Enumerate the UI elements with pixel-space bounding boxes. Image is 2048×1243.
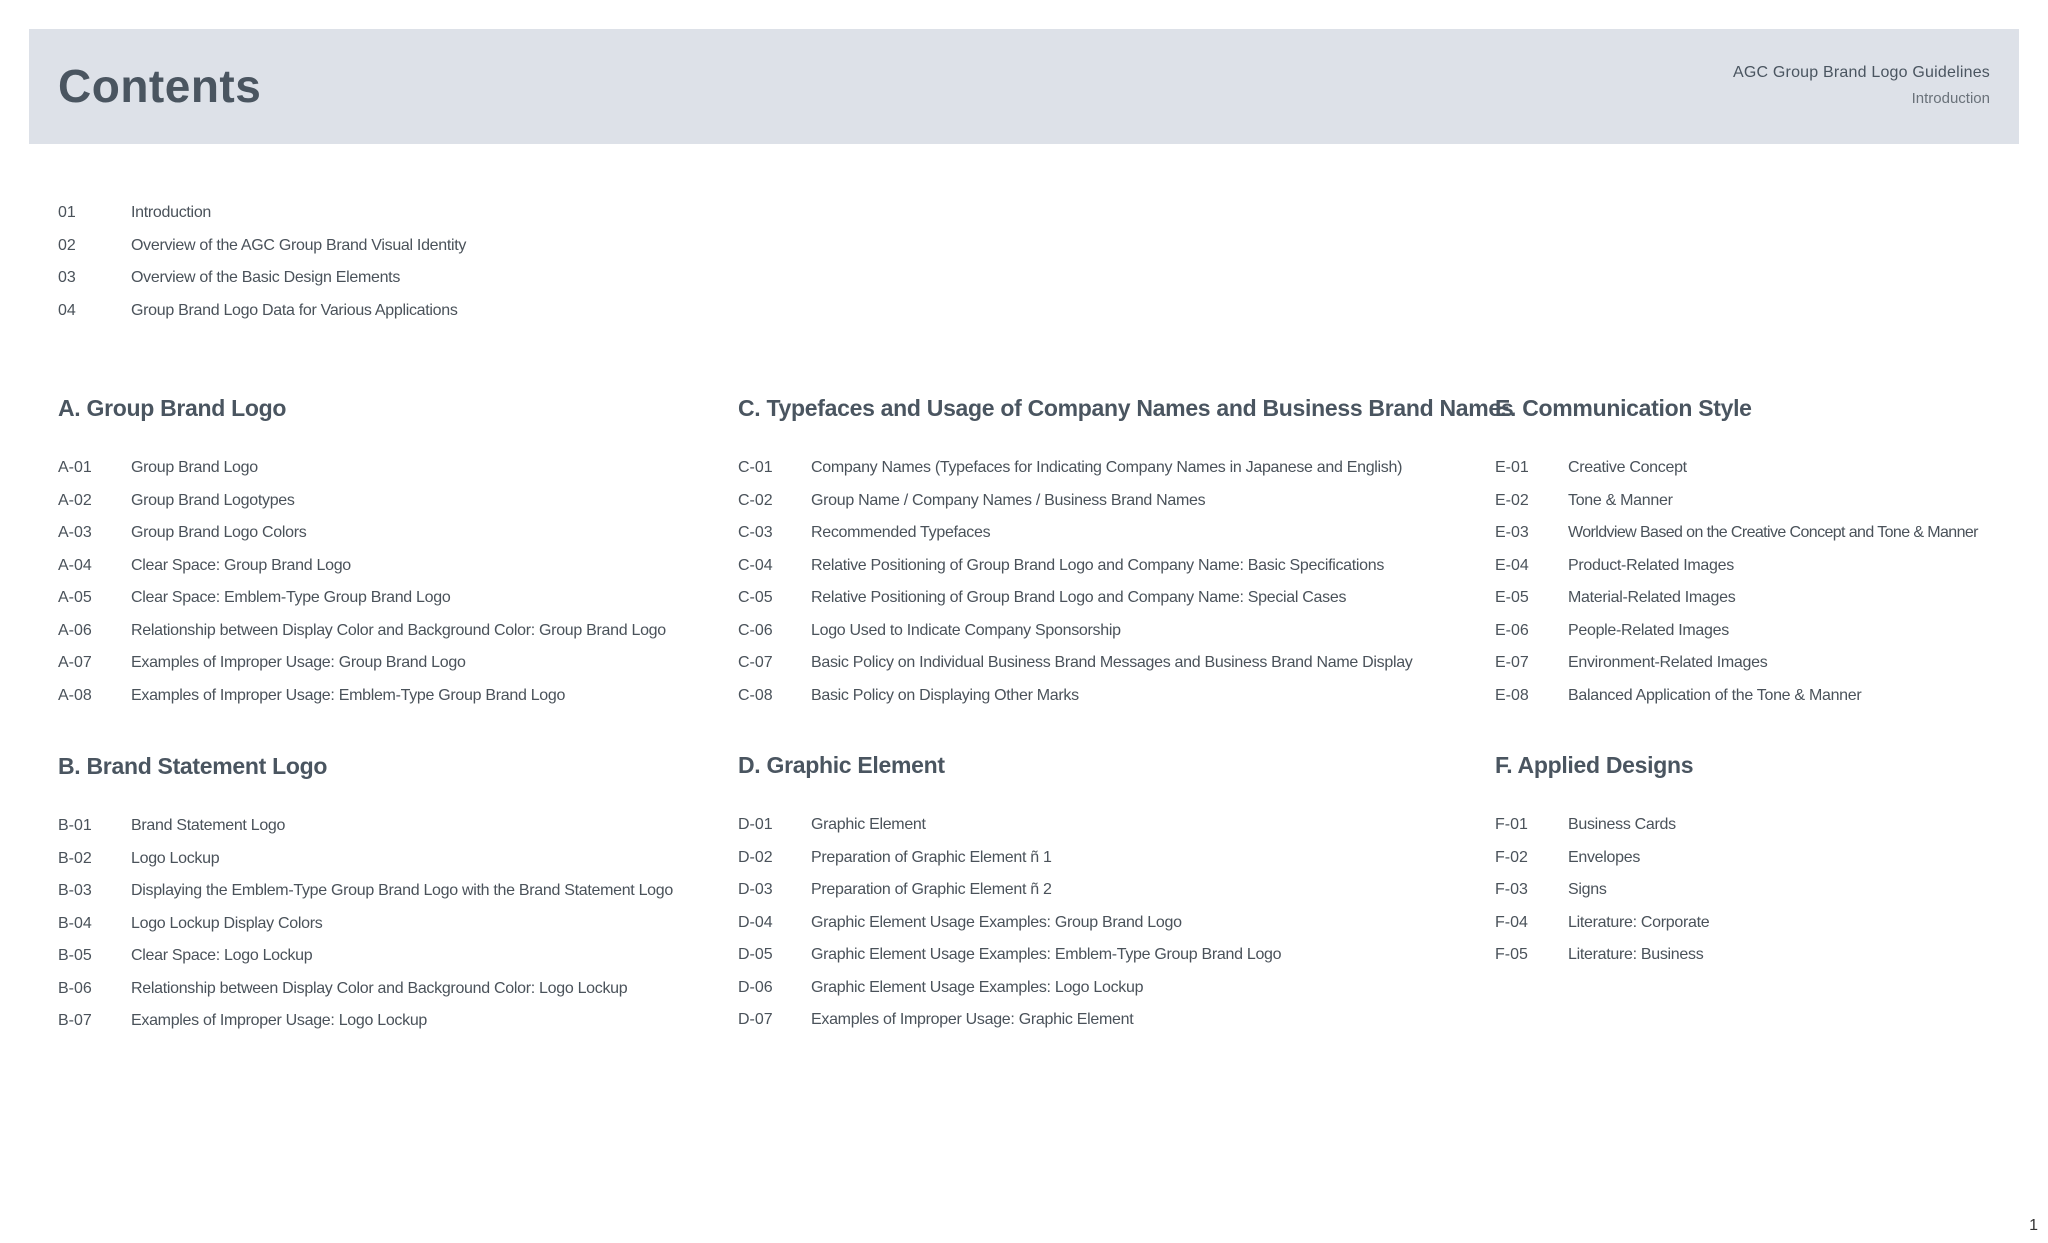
item-code: D-07	[738, 1011, 773, 1029]
item-label: Material-Related Images	[1568, 589, 1736, 607]
toc-item[interactable]	[738, 647, 1413, 680]
item-code: 03	[58, 269, 76, 287]
toc-item[interactable]	[738, 452, 1403, 485]
toc-item[interactable]	[58, 908, 718, 941]
item-label: Relative Positioning of Group Brand Logo and Company Name: Basic Specifications	[811, 556, 1385, 574]
toc-item[interactable]	[1495, 842, 2015, 875]
item-label: Graphic Element	[811, 816, 926, 834]
item-label: Clear Space: Emblem-Type Group Brand Logo	[131, 589, 451, 607]
item-label: Graphic Element Usage Examples: Logo Lockup	[811, 978, 1144, 996]
section-list	[58, 810, 718, 1038]
toc-item[interactable]	[58, 810, 718, 843]
item-label: Literature: Business	[1568, 946, 1704, 964]
toc-item[interactable]	[58, 940, 718, 973]
item-code: E-04	[1495, 556, 1529, 574]
page-title: Contents	[58, 60, 262, 112]
item-code: B-02	[58, 849, 92, 867]
item-label: Relationship between Display Color and Background Color: Group Brand Logo	[131, 621, 666, 639]
item-code: B-01	[58, 817, 92, 835]
toc-item[interactable]	[738, 842, 1398, 875]
item-code: B-05	[58, 947, 92, 965]
item-code: E-05	[1495, 589, 1529, 607]
item-label: Group Brand Logo Colors	[131, 524, 307, 542]
item-label: Overview of the AGC Group Brand Visual Identity	[131, 236, 467, 254]
item-label: People-Related Images	[1568, 621, 1729, 639]
item-label: Graphic Element Usage Examples: Emblem-Type Group Brand Logo	[811, 946, 1282, 964]
intro-item[interactable]	[58, 295, 466, 328]
item-label: Graphic Element Usage Examples: Group Brand Logo	[811, 913, 1182, 931]
section-e	[1495, 391, 2015, 712]
item-label: Relative Positioning of Group Brand Logo and Company Name: Special Cases	[811, 589, 1347, 607]
intro-item[interactable]	[58, 197, 466, 230]
toc-item[interactable]	[738, 680, 1398, 713]
item-code: A-08	[58, 686, 92, 704]
item-code: F-04	[1495, 913, 1528, 931]
toc-item[interactable]	[738, 517, 1398, 550]
item-code: E-07	[1495, 654, 1529, 672]
item-code: D-03	[738, 881, 773, 899]
section-list	[1495, 452, 2015, 712]
toc-item[interactable]	[1495, 517, 2015, 550]
item-label: Literature: Corporate	[1568, 913, 1710, 931]
toc-item[interactable]	[58, 582, 718, 615]
section-list	[738, 452, 1413, 712]
item-code: E-08	[1495, 686, 1529, 704]
item-label: Group Brand Logo Data for Various Applications	[131, 301, 458, 319]
toc-item[interactable]	[1495, 582, 2015, 615]
toc-item[interactable]	[738, 1004, 1398, 1037]
toc-item[interactable]	[738, 972, 1398, 1005]
item-code: B-04	[58, 914, 92, 932]
item-code: F-02	[1495, 848, 1528, 866]
item-code: 01	[58, 204, 76, 222]
toc-item[interactable]	[58, 1005, 718, 1038]
item-label: Creative Concept	[1568, 459, 1687, 477]
item-code: C-08	[738, 686, 773, 704]
item-label: Preparation of Graphic Element ñ 2	[811, 881, 1052, 899]
item-code: 02	[58, 236, 76, 254]
item-label: Business Cards	[1568, 816, 1676, 834]
item-code: E-02	[1495, 491, 1529, 509]
item-label: Examples of Improper Usage: Graphic Element	[811, 1011, 1134, 1029]
section-d	[738, 748, 1398, 1037]
toc-item[interactable]	[1495, 615, 2015, 648]
section-title: B. Brand Statement Logo	[58, 753, 328, 779]
item-label: Preparation of Graphic Element ñ 1	[811, 848, 1052, 866]
toc-item[interactable]	[1495, 550, 2015, 583]
toc-item[interactable]	[58, 517, 718, 550]
item-code: C-04	[738, 556, 773, 574]
document-section: Introduction	[1911, 90, 1990, 107]
item-code: C-06	[738, 621, 773, 639]
item-code: C-05	[738, 589, 773, 607]
item-label: Displaying the Emblem-Type Group Brand Logo with the Brand Statement Logo	[131, 882, 673, 900]
item-code: E-01	[1495, 459, 1529, 477]
intro-item[interactable]	[58, 262, 466, 295]
toc-item[interactable]	[738, 550, 1398, 583]
item-code: F-03	[1495, 881, 1528, 899]
item-code: E-03	[1495, 524, 1529, 542]
item-code: A-02	[58, 491, 92, 509]
header-band	[29, 29, 2019, 144]
item-label: Group Brand Logotypes	[131, 491, 295, 509]
document-title: AGC Group Brand Logo Guidelines	[1732, 64, 1990, 81]
toc-item[interactable]	[738, 907, 1398, 940]
item-label: Product-Related Images	[1568, 556, 1734, 574]
item-label: Brand Statement Logo	[131, 817, 286, 835]
item-code: D-01	[738, 816, 773, 834]
toc-item[interactable]	[58, 843, 718, 876]
item-label: Relationship between Display Color and Background Color: Logo Lockup	[131, 979, 628, 997]
item-code: D-06	[738, 978, 773, 996]
item-label: Logo Used to Indicate Company Sponsorship	[811, 621, 1121, 639]
toc-item[interactable]	[58, 973, 718, 1006]
item-code: A-07	[58, 654, 92, 672]
item-code: F-01	[1495, 816, 1528, 834]
item-label: Examples of Improper Usage: Group Brand Logo	[131, 654, 466, 672]
section-f	[1495, 748, 2015, 972]
item-label: Logo Lockup	[131, 849, 220, 867]
toc-item[interactable]	[738, 485, 1398, 518]
toc-item[interactable]	[1495, 452, 2015, 485]
item-code: B-07	[58, 1012, 92, 1030]
toc-item[interactable]	[58, 680, 718, 713]
toc-item[interactable]	[58, 615, 718, 648]
item-code: C-02	[738, 491, 773, 509]
section-list	[738, 809, 1398, 1037]
intro-item[interactable]	[58, 230, 466, 263]
item-label: Worldview Based on the Creative Concept and Tone & Manner	[1568, 524, 1978, 542]
item-code: C-03	[738, 524, 773, 542]
item-label: Group Brand Logo	[131, 459, 258, 477]
toc-item[interactable]	[58, 485, 718, 518]
item-label: Basic Policy on Displaying Other Marks	[811, 686, 1079, 704]
toc-item[interactable]	[1495, 680, 2015, 713]
item-code: A-03	[58, 524, 92, 542]
toc-item[interactable]	[738, 939, 1398, 972]
item-code: A-05	[58, 589, 92, 607]
toc-item[interactable]	[1495, 939, 2015, 972]
section-title: E. Communication Style	[1495, 395, 1752, 421]
item-label: Examples of Improper Usage: Logo Lockup	[131, 1012, 428, 1030]
item-label: Overview of the Basic Design Elements	[131, 269, 401, 287]
item-code: 04	[58, 301, 76, 319]
item-code: B-06	[58, 979, 92, 997]
item-code: C-07	[738, 654, 773, 672]
item-label: Envelopes	[1568, 848, 1641, 866]
section-b	[58, 749, 718, 1038]
toc-item[interactable]	[58, 875, 718, 908]
intro-list	[58, 197, 466, 327]
toc-item[interactable]	[58, 647, 718, 680]
toc-item[interactable]	[58, 550, 718, 583]
section-list	[58, 452, 718, 712]
item-label: Environment-Related Images	[1568, 654, 1768, 672]
toc-item[interactable]	[1495, 647, 2015, 680]
item-label: Examples of Improper Usage: Emblem-Type Group Brand Logo	[131, 686, 566, 704]
toc-item[interactable]	[1495, 809, 2015, 842]
item-label: Signs	[1568, 881, 1607, 899]
item-code: F-05	[1495, 946, 1528, 964]
item-code: E-06	[1495, 621, 1529, 639]
toc-item[interactable]	[738, 615, 1398, 648]
item-label: Clear Space: Group Brand Logo	[131, 556, 351, 574]
section-title: C. Typefaces and Usage of Company Names and Business Brand Names	[738, 395, 1514, 421]
section-a	[58, 391, 718, 712]
item-code: D-05	[738, 946, 773, 964]
toc-item[interactable]	[1495, 485, 2015, 518]
toc-item[interactable]	[1495, 874, 2015, 907]
item-label: Introduction	[131, 204, 212, 222]
toc-item[interactable]	[738, 582, 1398, 615]
item-label: Recommended Typefaces	[811, 524, 991, 542]
toc-item[interactable]	[1495, 907, 2015, 940]
item-code: A-06	[58, 621, 92, 639]
item-label: Tone & Manner	[1568, 491, 1673, 509]
item-label: Clear Space: Logo Lockup	[131, 947, 313, 965]
item-label: Logo Lockup Display Colors	[131, 914, 323, 932]
toc-item[interactable]	[58, 452, 718, 485]
item-label: Company Names (Typefaces for Indicating Company Names in Japanese and English)	[811, 459, 1403, 477]
section-title: A. Group Brand Logo	[58, 395, 287, 421]
section-title: D. Graphic Element	[738, 752, 945, 778]
item-code: D-02	[738, 848, 773, 866]
toc-item[interactable]	[738, 874, 1398, 907]
section-title: F. Applied Designs	[1495, 752, 1694, 778]
page-number: 1	[2029, 1217, 2038, 1234]
toc-item[interactable]	[738, 809, 1398, 842]
item-label: Basic Policy on Individual Business Brand Messages and Business Brand Name Display	[811, 654, 1413, 672]
item-code: A-01	[58, 459, 92, 477]
item-code: B-03	[58, 882, 92, 900]
item-label: Group Name / Company Names / Business Brand Names	[811, 491, 1206, 509]
item-code: D-04	[738, 913, 773, 931]
item-label: Balanced Application of the Tone & Manner	[1568, 686, 1862, 704]
item-code: C-01	[738, 459, 773, 477]
item-code: A-04	[58, 556, 92, 574]
section-list	[1495, 809, 2015, 972]
